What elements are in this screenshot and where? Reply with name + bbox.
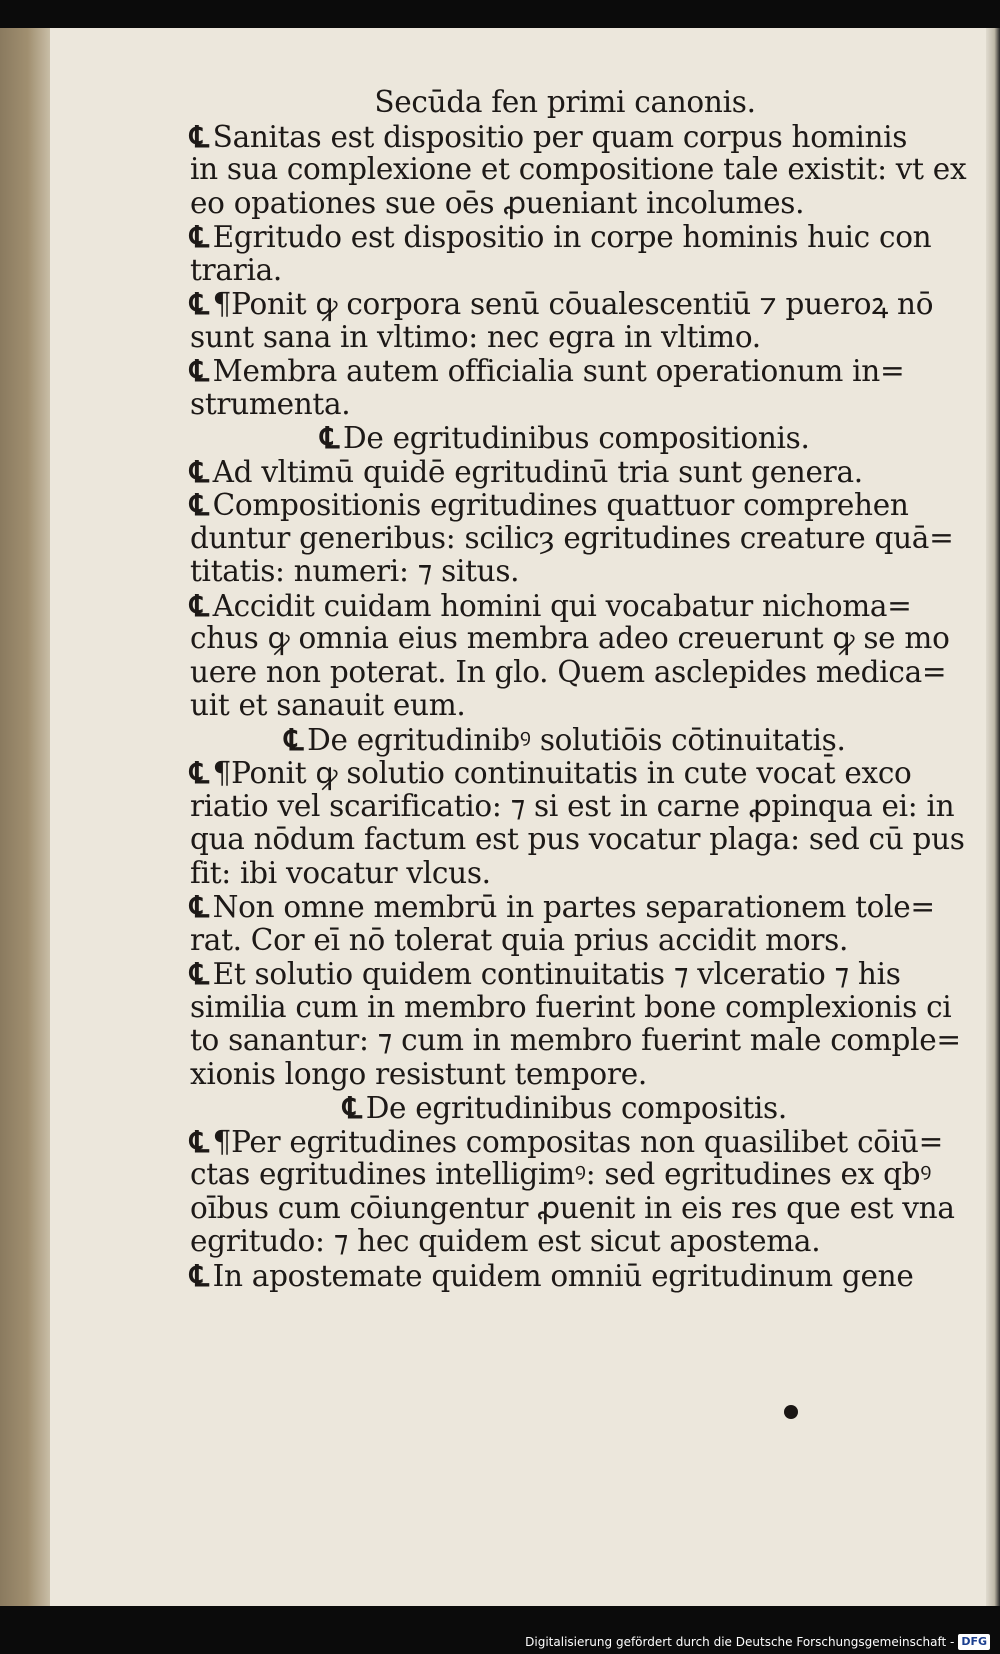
text-line — [190, 1158, 940, 1192]
section-heading — [190, 421, 940, 455]
paragraph-first-line — [190, 589, 940, 623]
page-text-block — [190, 85, 967, 1293]
paragraph-mark-icon: ℄ — [190, 453, 209, 489]
paragraph-mark-icon: ℄ — [190, 755, 209, 790]
book-page — [0, 28, 1000, 1606]
text-line — [190, 621, 950, 656]
paragraph-mark-icon: ℄ — [190, 1123, 209, 1159]
digitization-credit — [525, 1633, 990, 1651]
paragraph-mark-icon: ℄ — [190, 219, 209, 254]
paragraph-first-line — [190, 890, 940, 924]
credit-text: Digitalisierung gefördert durch die Deutsche Forschungsgemeinschaft - — [525, 1635, 955, 1649]
text-line — [190, 152, 967, 187]
paragraph-first-line — [190, 120, 940, 154]
section-heading — [190, 723, 940, 757]
paragraph-mark-icon: ℄ — [190, 286, 209, 321]
text-line — [190, 1190, 955, 1226]
line-text: fit: ibi vocatur vlcus. — [190, 855, 491, 890]
line-text: In apostemate quidem omniū egritudinum gene — [212, 1258, 914, 1293]
line-text: riatio vel scarificatio: ⁊ si est in carne ꝓpinqua ei: in — [190, 788, 955, 823]
paragraph-mark-icon: ℄ — [190, 587, 209, 623]
line-text: in sua complexione et compositione tale existit: vt ex — [190, 152, 967, 186]
text-line — [190, 1225, 940, 1259]
text-lines — [190, 118, 967, 1293]
text-line — [190, 254, 940, 288]
line-text: Et solutio quidem continuitatis ⁊ vlceratio ⁊ his — [212, 957, 901, 991]
paragraph-first-line — [190, 287, 940, 321]
line-text: Non omne membrū in partes separationem tole= — [212, 890, 935, 924]
text-line — [190, 1058, 940, 1092]
line-text: titatis: numeri: ⁊ situs. — [190, 554, 520, 588]
line-text: similia cum in membro fuerint bone complexionis ci — [190, 989, 952, 1024]
line-text: Compositionis egritudines quattuor comprehen — [212, 488, 909, 522]
text-line — [190, 822, 965, 857]
text-line — [190, 924, 940, 958]
scan-top-border — [0, 0, 1000, 28]
line-text: Ad vltimū quidē egritudinū tria sunt genera. — [212, 454, 863, 489]
dfg-logo: DFG — [958, 1634, 990, 1650]
paragraph-first-line — [190, 220, 940, 254]
line-text: Sanitas est dispositio per quam corpus hominis — [212, 119, 908, 154]
paragraph-first-line — [190, 1259, 940, 1293]
text-line — [190, 989, 952, 1025]
line-text: eo opationes sue oēs ꝓueniant incolumes. — [190, 185, 805, 220]
page-outer-edge — [986, 28, 1000, 1606]
line-text: uere non poterat. In glo. Quem asclepides medica= — [190, 654, 947, 689]
line-text: Accidit cuidam homini qui vocabatur nichoma= — [212, 588, 912, 623]
paragraph-first-line — [190, 1123, 944, 1159]
paragraph-first-line — [190, 354, 940, 388]
running-head: Secūda fen primi canonis. — [374, 85, 756, 119]
line-text: ctas egritudines intelligimꝰ: sed egritudines ex qbꝰ — [190, 1157, 932, 1191]
text-line — [190, 187, 940, 221]
line-text: Egritudo est dispositio in corpe hominis huic con — [212, 220, 932, 254]
paragraph-mark-icon: ℄ — [190, 889, 209, 924]
line-text: chus ꝙ omnia eius membra adeo creuerunt ꝙ se mo — [190, 621, 950, 655]
line-text: duntur generibus: scilicȝ egritudines creature quā= — [190, 520, 954, 555]
line-text: De egritudinibꝰ solutiōis cōtinuitatis. — [307, 722, 846, 757]
paragraph-mark-icon: ℄ — [190, 353, 209, 388]
line-text: traria. — [190, 252, 282, 287]
line-text: De egritudinibus compositis. — [365, 1091, 787, 1125]
text-line — [190, 1023, 961, 1058]
ink-dot — [784, 1405, 798, 1419]
paragraph-mark-icon: ℄ — [284, 721, 304, 757]
line-text: sunt sana in vltimo: nec egra in vltimo. — [190, 319, 761, 354]
line-text: oībus cum cōiungentur ꝓuenit in eis res que est vna — [190, 1190, 955, 1225]
text-line — [190, 388, 940, 422]
text-line — [190, 520, 954, 556]
text-line — [190, 788, 955, 824]
text-line — [190, 654, 947, 690]
paragraph-first-line — [190, 488, 940, 522]
line-text: ¶Ponit ꝙ solutio continuitatis in cute vocat̄ exco — [212, 756, 912, 790]
paragraph-first-line — [190, 756, 940, 790]
line-text: strumenta. — [190, 386, 351, 421]
line-text: to sanantur: ⁊ cum in membro fuerint male comple= — [190, 1023, 961, 1057]
paragraph-mark-icon: ℄ — [190, 956, 209, 991]
text-line — [190, 689, 940, 723]
paragraph-mark-icon: ℄ — [320, 420, 340, 455]
line-text: ¶Ponit ꝙ corpora senū cōualescentiū ⁊ pueroꝝ nō — [212, 287, 934, 321]
line-text: De egritudinibus compositionis. — [343, 421, 810, 455]
paragraph-first-line — [190, 957, 940, 991]
line-text: ¶Per egritudines compositas non quasilibet cōiū= — [212, 1124, 944, 1159]
line-text: rat. Cor eī nō tolerat quia prius accidit mors. — [190, 922, 849, 957]
paragraph-first-line — [190, 455, 940, 489]
text-line — [190, 857, 940, 891]
line-text: qua nōdum factum est pus vocatur plaga: sed cū pus — [190, 822, 965, 856]
page-binding-edge — [0, 28, 50, 1606]
paragraph-mark-icon: ℄ — [343, 1090, 362, 1125]
text-line — [190, 321, 940, 355]
line-text: uit et sanauit eum. — [190, 688, 466, 722]
paragraph-mark-icon: ℄ — [190, 487, 209, 522]
line-text: Membra autem officialia sunt operationum in= — [212, 354, 905, 388]
paragraph-mark-icon: ℄ — [190, 1257, 209, 1293]
text-line — [190, 555, 940, 589]
paragraph-mark-icon: ℄ — [190, 118, 209, 154]
section-heading — [190, 1091, 940, 1125]
line-text: xionis longo resistunt tempore. — [190, 1056, 647, 1091]
line-text: egritudo: ⁊ hec quidem est sicut apostema. — [190, 1224, 821, 1258]
